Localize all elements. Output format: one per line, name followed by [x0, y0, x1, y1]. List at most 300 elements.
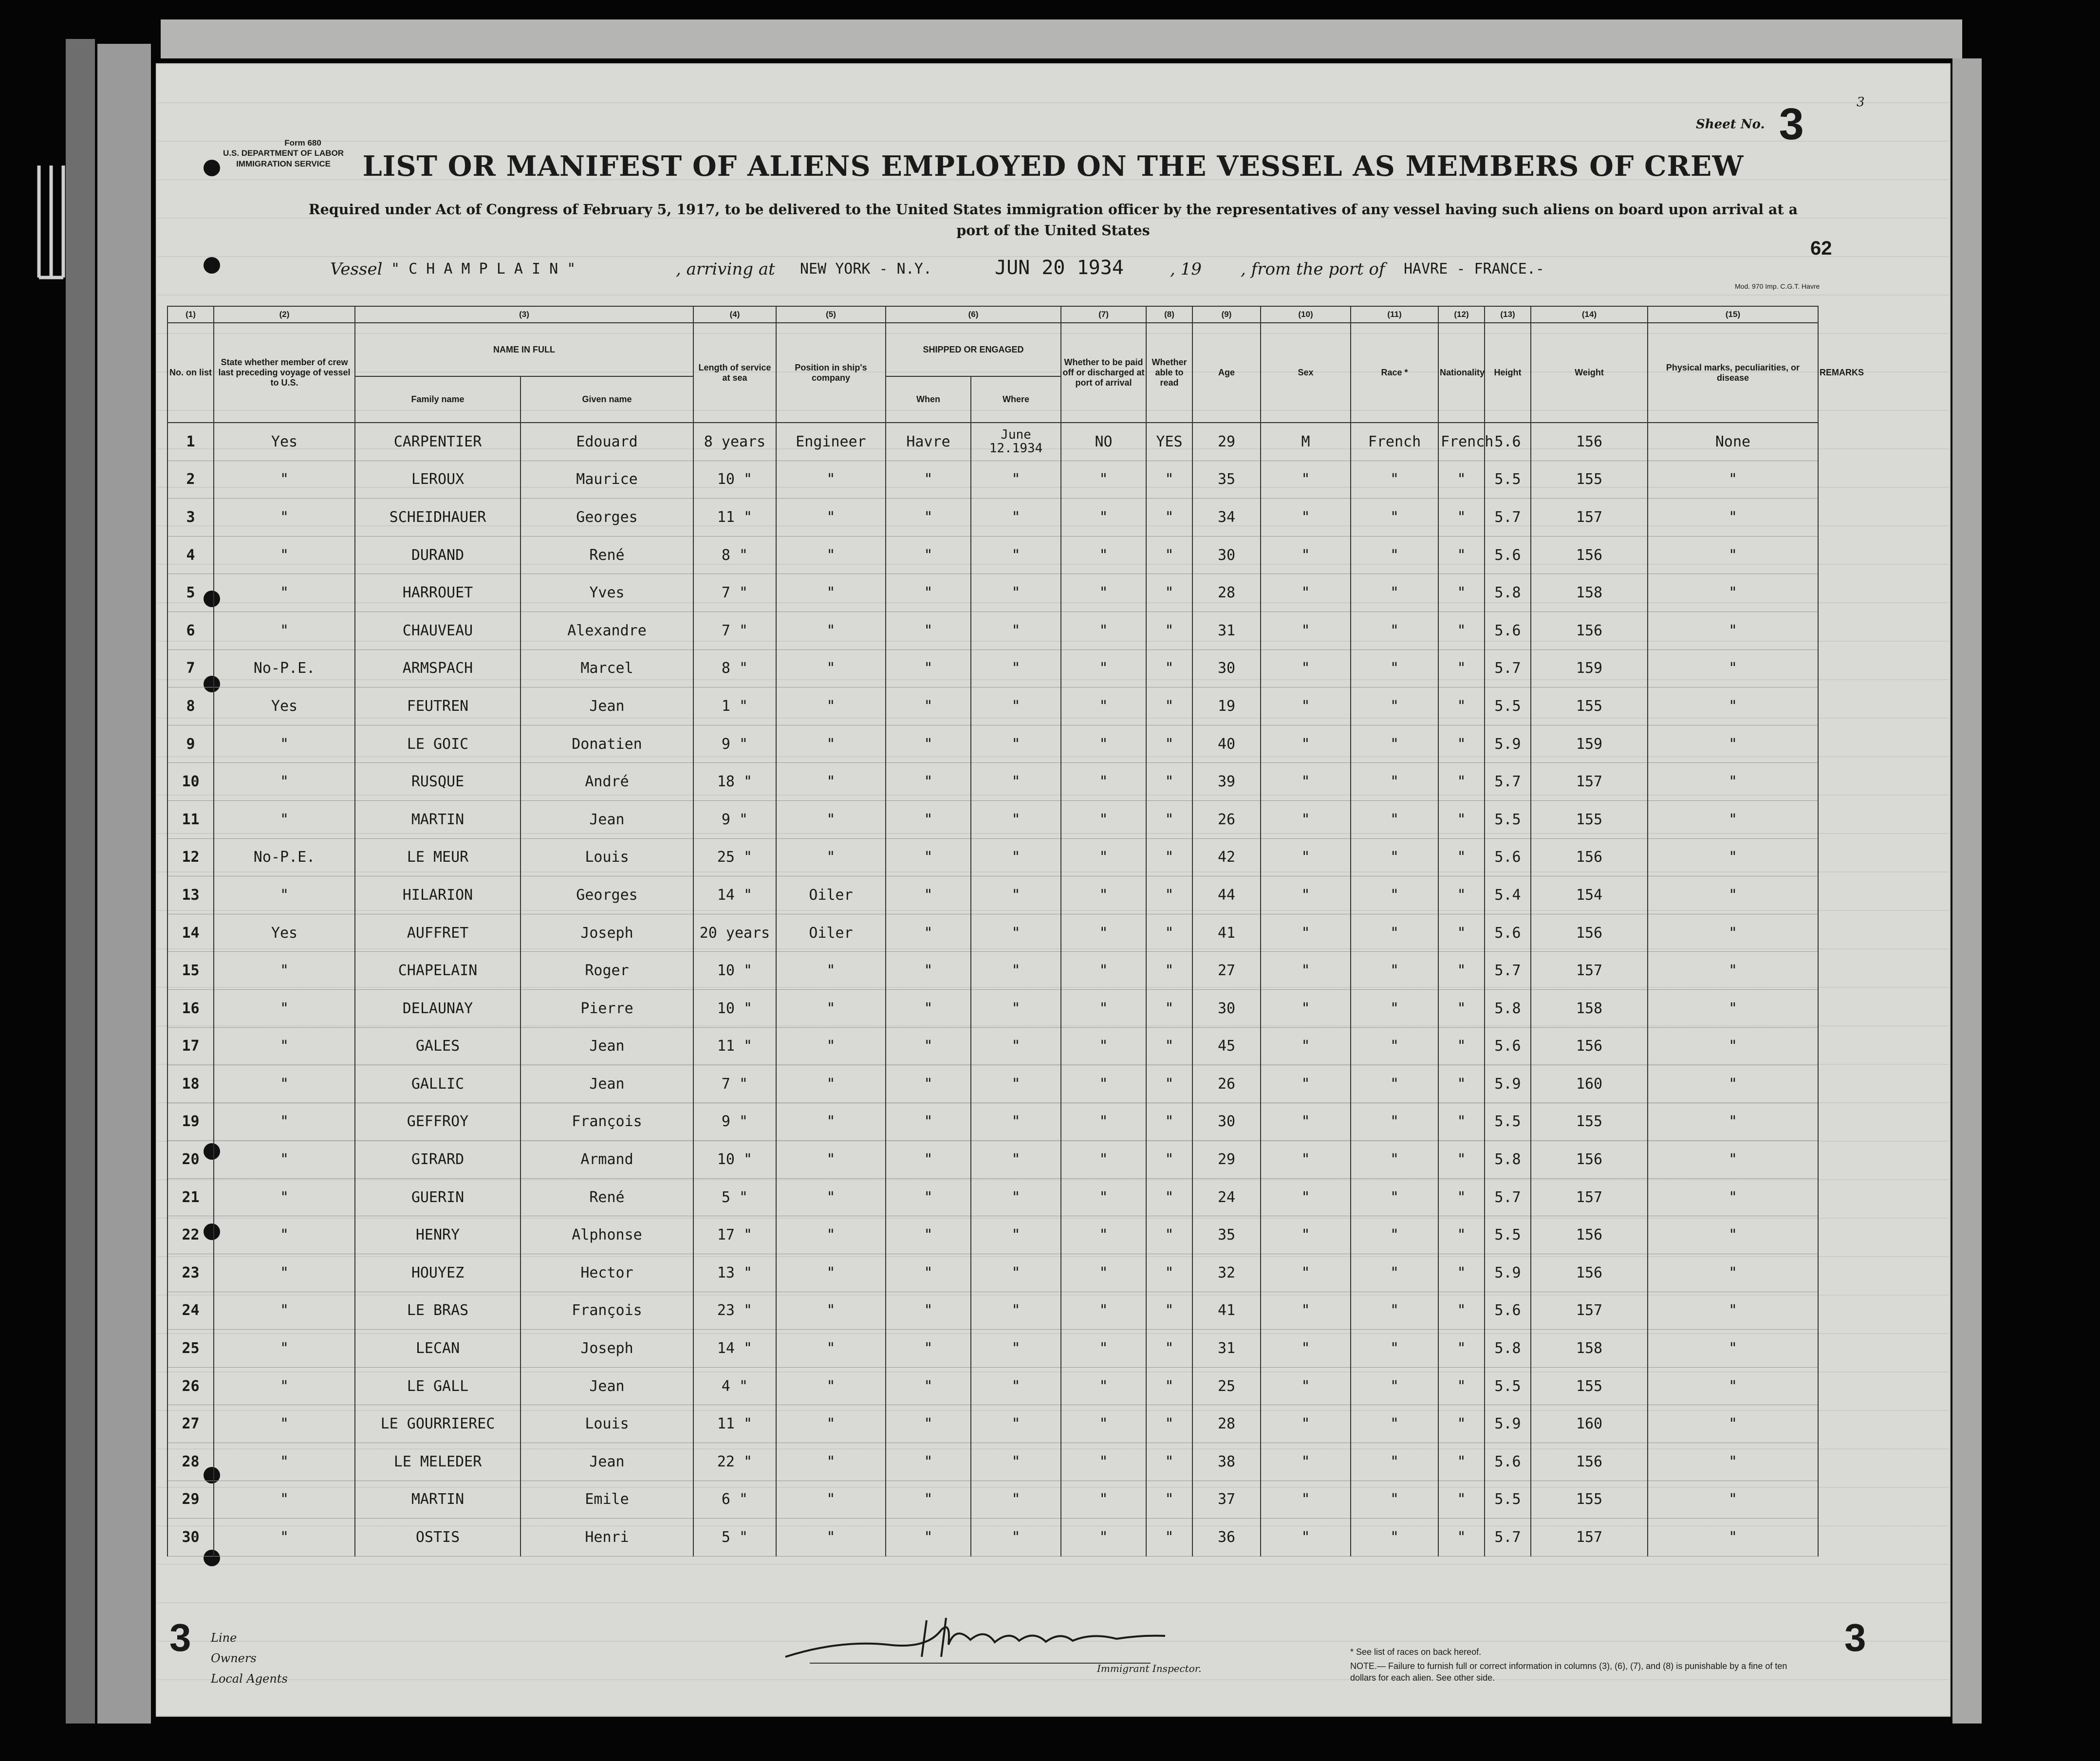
- crew-table-body: [167, 423, 1818, 1556]
- cell-no: 22: [167, 1216, 214, 1254]
- cell-prev: ": [214, 499, 355, 537]
- table-row: [167, 687, 1818, 725]
- cell-no: 2: [167, 461, 214, 499]
- cell-service: 6 ": [693, 1481, 776, 1519]
- cell-family: DELAUNAY: [355, 989, 520, 1027]
- cell-age: 36: [1192, 1519, 1261, 1557]
- cell-marks: ": [1648, 574, 1818, 612]
- vessel-line: [157, 257, 1949, 284]
- cell-given: Georges: [520, 499, 693, 537]
- cell-when: ": [886, 914, 971, 952]
- cell-nationality: ": [1438, 574, 1485, 612]
- cell-sex: ": [1261, 725, 1351, 763]
- cell-family: CHAUVEAU: [355, 612, 520, 649]
- cell-service: 10 ": [693, 989, 776, 1027]
- cell-marks: ": [1648, 1330, 1818, 1368]
- cell-sex: ": [1261, 763, 1351, 801]
- cell-service: 7 ": [693, 1065, 776, 1103]
- cell-family: LEROUX: [355, 461, 520, 499]
- cell-paid: ": [1061, 1027, 1146, 1065]
- cell-paid: ": [1061, 1141, 1146, 1179]
- col-num-2: (2): [214, 306, 355, 323]
- cell-service: 13 ": [693, 1254, 776, 1292]
- cell-no: 12: [167, 838, 214, 876]
- cell-prev: ": [214, 725, 355, 763]
- cell-marks: ": [1648, 1141, 1818, 1179]
- cell-given: Louis: [520, 838, 693, 876]
- col-num-14: (14): [1531, 306, 1648, 323]
- cell-family: GALES: [355, 1027, 520, 1065]
- cell-position: ": [776, 1141, 886, 1179]
- cell-when: ": [886, 1254, 971, 1292]
- cell-service: 14 ": [693, 876, 776, 914]
- cell-weight: 160: [1531, 1065, 1648, 1103]
- cell-paid: ": [1061, 763, 1146, 801]
- cell-no: 8: [167, 687, 214, 725]
- col-num-15: (15): [1648, 306, 1818, 323]
- cell-paid: ": [1061, 499, 1146, 537]
- cell-when: ": [886, 574, 971, 612]
- cell-sex: ": [1261, 687, 1351, 725]
- cell-given: Edouard: [520, 423, 693, 461]
- cell-nationality: ": [1438, 952, 1485, 990]
- cell-where: ": [971, 914, 1061, 952]
- cell-height: 5.6: [1485, 838, 1531, 876]
- cell-service: 11 ": [693, 1405, 776, 1443]
- cell-marks: ": [1648, 1216, 1818, 1254]
- cell-paid: ": [1061, 687, 1146, 725]
- cell-height: 5.6: [1485, 914, 1531, 952]
- header-length-of-service: Length of service at sea: [693, 323, 776, 423]
- table-row: [167, 1103, 1818, 1141]
- cell-marks: ": [1648, 536, 1818, 574]
- table-row: [167, 1141, 1818, 1179]
- cell-when: Havre: [886, 423, 971, 461]
- cell-race: ": [1351, 1178, 1438, 1216]
- cell-read: ": [1146, 838, 1192, 876]
- cell-race: French: [1351, 423, 1438, 461]
- cell-race: ": [1351, 1330, 1438, 1368]
- race-note: * See list of races on back hereof.: [1350, 1647, 1482, 1657]
- cell-read: YES: [1146, 423, 1192, 461]
- cell-where: ": [971, 536, 1061, 574]
- cell-sex: ": [1261, 800, 1351, 838]
- cell-when: ": [886, 989, 971, 1027]
- from-port: HAVRE - FRANCE.-: [1404, 260, 1544, 278]
- cell-where: ": [971, 952, 1061, 990]
- cell-paid: ": [1061, 536, 1146, 574]
- cell-family: CHAPELAIN: [355, 952, 520, 990]
- cell-paid: ": [1061, 574, 1146, 612]
- cell-when: ": [886, 1103, 971, 1141]
- cell-when: ": [886, 1405, 971, 1443]
- cell-no: 16: [167, 989, 214, 1027]
- cell-where: ": [971, 649, 1061, 687]
- edge-pencil-marks: [29, 161, 78, 287]
- cell-height: 5.8: [1485, 1330, 1531, 1368]
- cell-service: 10 ": [693, 1141, 776, 1179]
- cell-read: ": [1146, 1519, 1192, 1557]
- cell-paid: ": [1061, 800, 1146, 838]
- cell-read: ": [1146, 725, 1192, 763]
- cell-paid: NO: [1061, 423, 1146, 461]
- cell-marks: ": [1648, 1103, 1818, 1141]
- cell-race: ": [1351, 1367, 1438, 1405]
- cell-no: 20: [167, 1141, 214, 1179]
- table-row: [167, 1065, 1818, 1103]
- cell-marks: ": [1648, 876, 1818, 914]
- cell-marks: ": [1648, 687, 1818, 725]
- cell-weight: 156: [1531, 838, 1648, 876]
- cell-given: Henri: [520, 1519, 693, 1557]
- cell-age: 35: [1192, 461, 1261, 499]
- cell-service: 10 ": [693, 952, 776, 990]
- col-num-5: (5): [776, 306, 886, 323]
- cell-prev: ": [214, 1405, 355, 1443]
- table-row: [167, 1519, 1818, 1557]
- cell-read: ": [1146, 1027, 1192, 1065]
- cell-service: 11 ": [693, 1027, 776, 1065]
- cell-sex: ": [1261, 1292, 1351, 1330]
- cell-position: ": [776, 725, 886, 763]
- cell-weight: 155: [1531, 687, 1648, 725]
- cell-where: ": [971, 1103, 1061, 1141]
- cell-prev: No-P.E.: [214, 649, 355, 687]
- cell-read: ": [1146, 1178, 1192, 1216]
- arrival-date: JUN 20 1934: [995, 257, 1124, 279]
- cell-weight: 157: [1531, 499, 1648, 537]
- cell-sex: ": [1261, 1103, 1351, 1141]
- cell-read: ": [1146, 989, 1192, 1027]
- cell-prev: No-P.E.: [214, 838, 355, 876]
- header-race: Race *: [1351, 323, 1438, 423]
- cell-race: ": [1351, 1254, 1438, 1292]
- table-row: [167, 1443, 1818, 1481]
- cell-height: 5.7: [1485, 952, 1531, 990]
- cell-weight: 156: [1531, 1216, 1648, 1254]
- from-label: , from the port of: [1241, 260, 1385, 279]
- cell-read: ": [1146, 763, 1192, 801]
- cell-nationality: ": [1438, 1027, 1485, 1065]
- cell-family: FEUTREN: [355, 687, 520, 725]
- col-num-7: (7): [1061, 306, 1146, 323]
- cell-family: MARTIN: [355, 800, 520, 838]
- cell-position: ": [776, 763, 886, 801]
- cell-weight: 157: [1531, 1292, 1648, 1330]
- cell-where: ": [971, 687, 1061, 725]
- cell-read: ": [1146, 952, 1192, 990]
- cell-position: ": [776, 1027, 886, 1065]
- cell-when: ": [886, 1330, 971, 1368]
- cell-when: ": [886, 461, 971, 499]
- cell-paid: ": [1061, 1443, 1146, 1481]
- cell-no: 17: [167, 1027, 214, 1065]
- cell-sex: ": [1261, 499, 1351, 537]
- col-num-11: (11): [1351, 306, 1438, 323]
- cell-marks: ": [1648, 800, 1818, 838]
- cell-height: 5.6: [1485, 1292, 1531, 1330]
- cell-position: ": [776, 649, 886, 687]
- cell-age: 30: [1192, 649, 1261, 687]
- cell-nationality: ": [1438, 649, 1485, 687]
- cell-service: 17 ": [693, 1216, 776, 1254]
- cell-nationality: ": [1438, 461, 1485, 499]
- arriving-at: NEW YORK - N.Y.: [800, 260, 932, 278]
- cell-sex: ": [1261, 876, 1351, 914]
- cell-paid: ": [1061, 1292, 1146, 1330]
- cell-read: ": [1146, 1103, 1192, 1141]
- cell-family: CARPENTIER: [355, 423, 520, 461]
- cell-marks: ": [1648, 612, 1818, 649]
- cell-no: 6: [167, 612, 214, 649]
- col-num-13: (13): [1485, 306, 1531, 323]
- cell-race: ": [1351, 612, 1438, 649]
- header-no-on-list: No. on list: [167, 323, 214, 423]
- vessel-name: " C H A M P L A I N ": [391, 260, 576, 278]
- cell-prev: ": [214, 612, 355, 649]
- cell-no: 5: [167, 574, 214, 612]
- cell-sex: ": [1261, 1254, 1351, 1292]
- cell-service: 9 ": [693, 1103, 776, 1141]
- cell-given: Alphonse: [520, 1216, 693, 1254]
- cell-nationality: French: [1438, 423, 1485, 461]
- cell-nationality: ": [1438, 536, 1485, 574]
- cell-where: ": [971, 1292, 1061, 1330]
- cell-height: 5.5: [1485, 1367, 1531, 1405]
- cell-height: 5.8: [1485, 574, 1531, 612]
- cell-family: LE GOIC: [355, 725, 520, 763]
- cell-no: 14: [167, 914, 214, 952]
- header-shipped: SHIPPED OR ENGAGED: [886, 323, 1061, 376]
- cell-weight: 159: [1531, 649, 1648, 687]
- cell-where: ": [971, 1254, 1061, 1292]
- cell-race: ": [1351, 800, 1438, 838]
- cell-when: ": [886, 1367, 971, 1405]
- cell-family: MARTIN: [355, 1481, 520, 1519]
- cell-sex: ": [1261, 838, 1351, 876]
- cell-sex: ": [1261, 1519, 1351, 1557]
- cell-paid: ": [1061, 1481, 1146, 1519]
- sheet-number: 3: [1779, 99, 1804, 149]
- cell-prev: ": [214, 461, 355, 499]
- cell-nationality: ": [1438, 499, 1485, 537]
- cell-prev: Yes: [214, 687, 355, 725]
- cell-marks: ": [1648, 989, 1818, 1027]
- cell-marks: ": [1648, 838, 1818, 876]
- cell-family: LE GALL: [355, 1367, 520, 1405]
- cell-given: Yves: [520, 574, 693, 612]
- cell-prev: ": [214, 574, 355, 612]
- cell-position: ": [776, 838, 886, 876]
- cell-where: ": [971, 1216, 1061, 1254]
- cell-where: ": [971, 1178, 1061, 1216]
- cell-family: LECAN: [355, 1330, 520, 1368]
- cell-service: 8 ": [693, 536, 776, 574]
- cell-nationality: ": [1438, 1367, 1485, 1405]
- cell-given: Jean: [520, 800, 693, 838]
- cell-paid: ": [1061, 1405, 1146, 1443]
- cell-given: Jean: [520, 1367, 693, 1405]
- table-row: [167, 914, 1818, 952]
- cell-given: Joseph: [520, 914, 693, 952]
- cell-nationality: ": [1438, 725, 1485, 763]
- cell-age: 31: [1192, 1330, 1261, 1368]
- cell-height: 5.4: [1485, 876, 1531, 914]
- cell-nationality: ": [1438, 1481, 1485, 1519]
- cell-service: 5 ": [693, 1519, 776, 1557]
- cell-race: ": [1351, 1405, 1438, 1443]
- cell-marks: None: [1648, 423, 1818, 461]
- table-row: [167, 1292, 1818, 1330]
- header-row-1: No. on list State whether member of crew last preceding voyage of vessel to U.S. NAME IN FULL Length of service at sea Position in ship's company SHIPPED OR ENGAGED Whether to be paid off or discharged at port of arrival Whether able to read Age Sex Race * Nationality Height Weight Physical marks, peculiarities, or disease REMARKS: [167, 323, 1818, 376]
- cell-family: LE MEUR: [355, 838, 520, 876]
- cell-no: 19: [167, 1103, 214, 1141]
- cell-marks: ": [1648, 763, 1818, 801]
- cell-nationality: ": [1438, 763, 1485, 801]
- cell-position: ": [776, 989, 886, 1027]
- cell-race: ": [1351, 574, 1438, 612]
- cell-position: ": [776, 612, 886, 649]
- footer-labels: [211, 1628, 288, 1689]
- cell-sex: ": [1261, 574, 1351, 612]
- cell-nationality: ": [1438, 1216, 1485, 1254]
- cell-prev: ": [214, 952, 355, 990]
- cell-nationality: ": [1438, 1254, 1485, 1292]
- year-label: , 19: [1170, 260, 1202, 279]
- cell-race: ": [1351, 1481, 1438, 1519]
- cell-height: 5.9: [1485, 1405, 1531, 1443]
- cell-height: 5.5: [1485, 1103, 1531, 1141]
- cell-given: François: [520, 1292, 693, 1330]
- cell-family: OSTIS: [355, 1519, 520, 1557]
- header-name-in-full: NAME IN FULL: [355, 323, 693, 376]
- cell-position: Engineer: [776, 423, 886, 461]
- header-able-to-read: Whether able to read: [1146, 323, 1192, 423]
- cell-race: ": [1351, 1141, 1438, 1179]
- cell-nationality: ": [1438, 1519, 1485, 1557]
- header-sex: Sex: [1261, 323, 1351, 423]
- mod-code: Mod. 970 Imp. C.G.T. Havre: [1735, 282, 1820, 290]
- cell-service: 25 ": [693, 838, 776, 876]
- header-state-whether: State whether member of crew last preceding voyage of vessel to U.S.: [214, 323, 355, 423]
- cell-age: 32: [1192, 1254, 1261, 1292]
- cell-where: ": [971, 1405, 1061, 1443]
- cell-sex: ": [1261, 612, 1351, 649]
- cell-no: 7: [167, 649, 214, 687]
- cell-prev: ": [214, 1519, 355, 1557]
- cell-position: ": [776, 499, 886, 537]
- cell-prev: ": [214, 1443, 355, 1481]
- cell-where: ": [971, 763, 1061, 801]
- cell-read: ": [1146, 876, 1192, 914]
- cell-position: ": [776, 1216, 886, 1254]
- cell-read: ": [1146, 612, 1192, 649]
- arriving-label: , arriving at: [676, 260, 775, 279]
- cell-marks: ": [1648, 461, 1818, 499]
- cell-no: 27: [167, 1405, 214, 1443]
- cell-age: 34: [1192, 499, 1261, 537]
- sheet-label: Sheet No.: [1696, 117, 1765, 132]
- cell-family: HILARION: [355, 876, 520, 914]
- cell-marks: ": [1648, 1027, 1818, 1065]
- cell-marks: ": [1648, 1481, 1818, 1519]
- cell-weight: 155: [1531, 800, 1648, 838]
- cell-no: 15: [167, 952, 214, 990]
- cell-where: ": [971, 1065, 1061, 1103]
- cell-service: 9 ": [693, 800, 776, 838]
- cell-paid: ": [1061, 649, 1146, 687]
- cell-prev: Yes: [214, 423, 355, 461]
- cell-when: ": [886, 1178, 971, 1216]
- cell-paid: ": [1061, 612, 1146, 649]
- cell-read: ": [1146, 1141, 1192, 1179]
- cell-when: ": [886, 649, 971, 687]
- cell-sex: ": [1261, 1405, 1351, 1443]
- cell-height: 5.5: [1485, 687, 1531, 725]
- cell-family: DURAND: [355, 536, 520, 574]
- header-nationality: Nationality: [1438, 323, 1485, 423]
- cell-height: 5.9: [1485, 1254, 1531, 1292]
- cell-weight: 155: [1531, 1103, 1648, 1141]
- table-row: [167, 763, 1818, 801]
- cell-family: HARROUET: [355, 574, 520, 612]
- cell-service: 18 ": [693, 763, 776, 801]
- cell-where: ": [971, 612, 1061, 649]
- table-row: [167, 1405, 1818, 1443]
- cell-read: ": [1146, 1330, 1192, 1368]
- cell-no: 11: [167, 800, 214, 838]
- cell-where: ": [971, 574, 1061, 612]
- immigrant-inspector-label: Immigrant Inspector.: [1097, 1663, 1202, 1674]
- cell-marks: ": [1648, 1519, 1818, 1557]
- cell-service: 14 ": [693, 1330, 776, 1368]
- cell-age: 29: [1192, 423, 1261, 461]
- table-row: [167, 574, 1818, 612]
- cell-read: ": [1146, 687, 1192, 725]
- cell-given: Georges: [520, 876, 693, 914]
- cell-age: 37: [1192, 1481, 1261, 1519]
- cell-family: SCHEIDHAUER: [355, 499, 520, 537]
- cell-marks: ": [1648, 1443, 1818, 1481]
- cell-height: 5.7: [1485, 1178, 1531, 1216]
- col-num-6: (6): [886, 306, 1061, 323]
- table-row: [167, 612, 1818, 649]
- cell-sex: ": [1261, 1216, 1351, 1254]
- cell-prev: ": [214, 1254, 355, 1292]
- cell-no: 26: [167, 1367, 214, 1405]
- cell-paid: ": [1061, 989, 1146, 1027]
- cell-age: 45: [1192, 1027, 1261, 1065]
- cell-paid: ": [1061, 876, 1146, 914]
- table-row: [167, 649, 1818, 687]
- cell-height: 5.7: [1485, 1519, 1531, 1557]
- cell-given: René: [520, 536, 693, 574]
- cell-age: 30: [1192, 536, 1261, 574]
- cell-when: ": [886, 876, 971, 914]
- cell-read: ": [1146, 461, 1192, 499]
- cell-nationality: ": [1438, 914, 1485, 952]
- cell-paid: ": [1061, 461, 1146, 499]
- col-num-3: (3): [355, 306, 693, 323]
- cell-given: Jean: [520, 1065, 693, 1103]
- cell-no: 21: [167, 1178, 214, 1216]
- cell-weight: 156: [1531, 536, 1648, 574]
- cell-family: GALLIC: [355, 1065, 520, 1103]
- cell-when: ": [886, 1141, 971, 1179]
- cell-prev: ": [214, 1065, 355, 1103]
- cell-read: ": [1146, 1443, 1192, 1481]
- column-number-row: [167, 306, 1818, 323]
